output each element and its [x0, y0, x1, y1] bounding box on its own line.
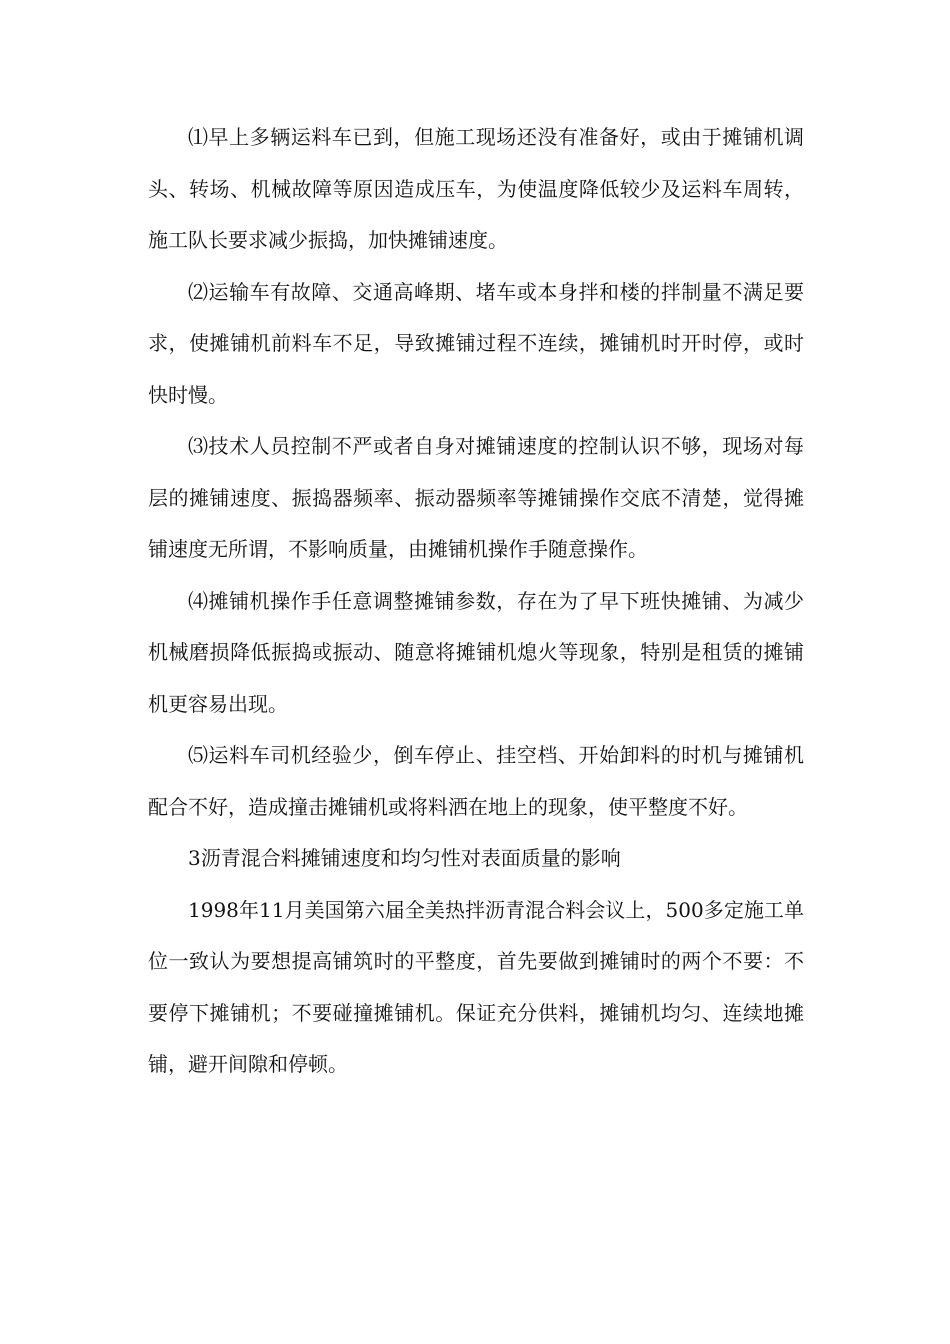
section-heading: 3沥青混合料摊铺速度和均匀性对表面质量的影响: [188, 846, 621, 870]
paragraph-cause-3: ⑶技术人员控制不严或者自身对摊铺速度的控制认识不够，现场对每层的摊铺速度、振捣器频率、振动器频率等摊铺操作交底不清楚，觉得摊铺速度无所谓，不影响质量，由摊铺机操作手随意操作。: [148, 434, 804, 561]
paragraph-conference: 1998年11月美国第六届全美热拌沥青混合料会议上，500多定施工单位一致认为要想提高铺筑时的平整度，首先要做到摊铺时的两个不要：不要停下摊铺机；不要碰撞摊铺机。保证充分供料，摊铺机均匀、连续地摊铺，避开间隙和停顿。: [148, 897, 804, 1076]
paragraph-cause-1: ⑴早上多辆运料车已到，但施工现场还没有准备好，或由于摊铺机调头、转场、机械故障等原因造成压车，为使温度降低较少及运料车周转，施工队长要求减少振捣，加快摊铺速度。: [148, 125, 804, 252]
document-body: [148, 112, 804, 1091]
paragraph-cause-2: ⑵运输车有故障、交通高峰期、堵车或本身拌和楼的拌制量不满足要求，使摊铺机前料车不足，导致摊铺过程不连续，摊铺机时开时停，或时快时慢。: [148, 279, 804, 407]
paragraph-cause-4: ⑷摊铺机操作手任意调整摊铺参数，存在为了早下班快摊铺、为减少机械磨损降低振捣或振动、随意将摊铺机熄火等现象，特别是租赁的摊铺机更容易出现。: [148, 588, 804, 716]
paragraph-cause-5: ⑸运料车司机经验少，倒车停止、挂空档、开始卸料的时机与摊铺机配合不好，造成撞击摊铺机或将料洒在地上的现象，使平整度不好。: [148, 743, 804, 819]
